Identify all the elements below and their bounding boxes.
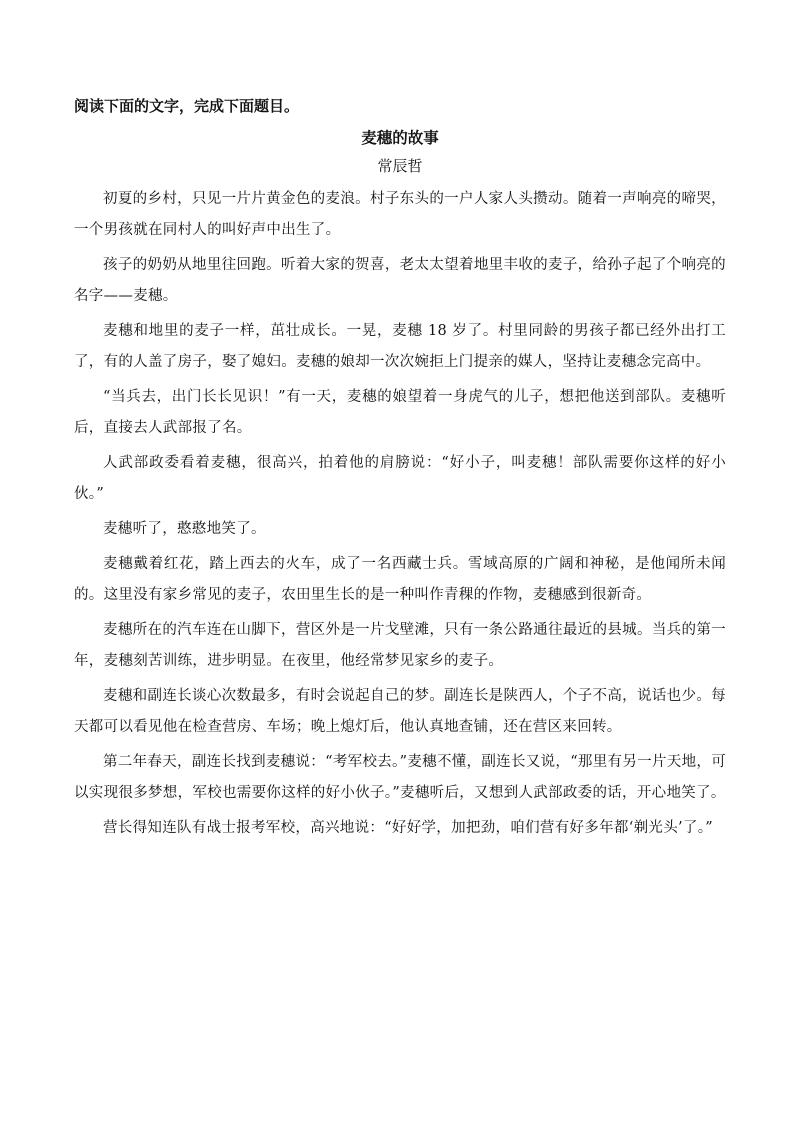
paragraph-7: 麦穗戴着红花，踏上西去的火车，成了一名西藏士兵。雪域高原的广阔和神秘，是他闻所未闻的。这里没有家乡常见的麦子，农田里生长的是一种叫作青稞的作物，麦穗感到很新奇。 bbox=[74, 556, 726, 603]
paragraph-4: “当兵去，出门长长见识！”有一天，麦穗的娘望着一身虎气的儿子，想把他送到部队。麦穗听后，直接去人武部报了名。 bbox=[74, 389, 726, 436]
paragraph-1: 初夏的乡村，只见一片片黄金色的麦浪。村子东头的一户人家人头攒动。随着一声响亮的啼哭，一个男孩就在同村人的叫好声中出生了。 bbox=[74, 191, 726, 238]
document-page bbox=[74, 94, 726, 848]
reading-instruction: 阅读下面的文字，完成下面题目。 bbox=[74, 97, 300, 115]
paragraph-3: 麦穗和地里的麦子一样，茁壮成长。一晃，麦穗 18 岁了。村里同龄的男孩子都已经外出打工了，有的人盖了房子，娶了媳妇。麦穗的娘却一次次婉拒上门提亲的媒人，坚持让麦穗念完高中。 bbox=[74, 323, 726, 370]
article-title: 麦穗的故事 bbox=[361, 129, 439, 147]
paragraph-5: 人武部政委看着麦穗，很高兴，拍着他的肩膀说：“好小子，叫麦穗！部队需要你这样的好小伙。” bbox=[74, 455, 726, 502]
paragraph-2: 孩子的奶奶从地里往回跑。听着大家的贺喜，老太太望着地里丰收的麦子，给孙子起了个响亮的名字——麦穗。 bbox=[74, 257, 726, 304]
paragraph-8: 麦穗所在的汽车连在山脚下，营区外是一片戈壁滩，只有一条公路通往最近的县城。当兵的第一年，麦穗刻苦训练，进步明显。在夜里，他经常梦见家乡的麦子。 bbox=[74, 622, 726, 669]
paragraph-6: 麦穗听了，憨憨地笑了。 bbox=[103, 521, 266, 537]
article-body bbox=[74, 184, 726, 844]
article-author: 常辰哲 bbox=[377, 157, 423, 175]
paragraph-10: 第二年春天，副连长找到麦穗说：“考军校去。”麦穗不懂，副连长又说，“那里有另一片天地，可以实现很多梦想，军校也需要你这样的好小伙子。”麦穗听后，又想到人武部政委的话，开心地笑了。 bbox=[74, 754, 726, 801]
paragraph-11: 营长得知连队有战士报考军校，高兴地说：“好好学，加把劲，咱们营有好多年都‘剃光头’了。” bbox=[103, 820, 713, 836]
paragraph-9: 麦穗和副连长谈心次数最多，有时会说起自己的梦。副连长是陕西人，个子不高，说话也少。每天都可以看见他在检查营房、车场；晚上熄灯后，他认真地查铺，还在营区来回转。 bbox=[74, 688, 726, 735]
